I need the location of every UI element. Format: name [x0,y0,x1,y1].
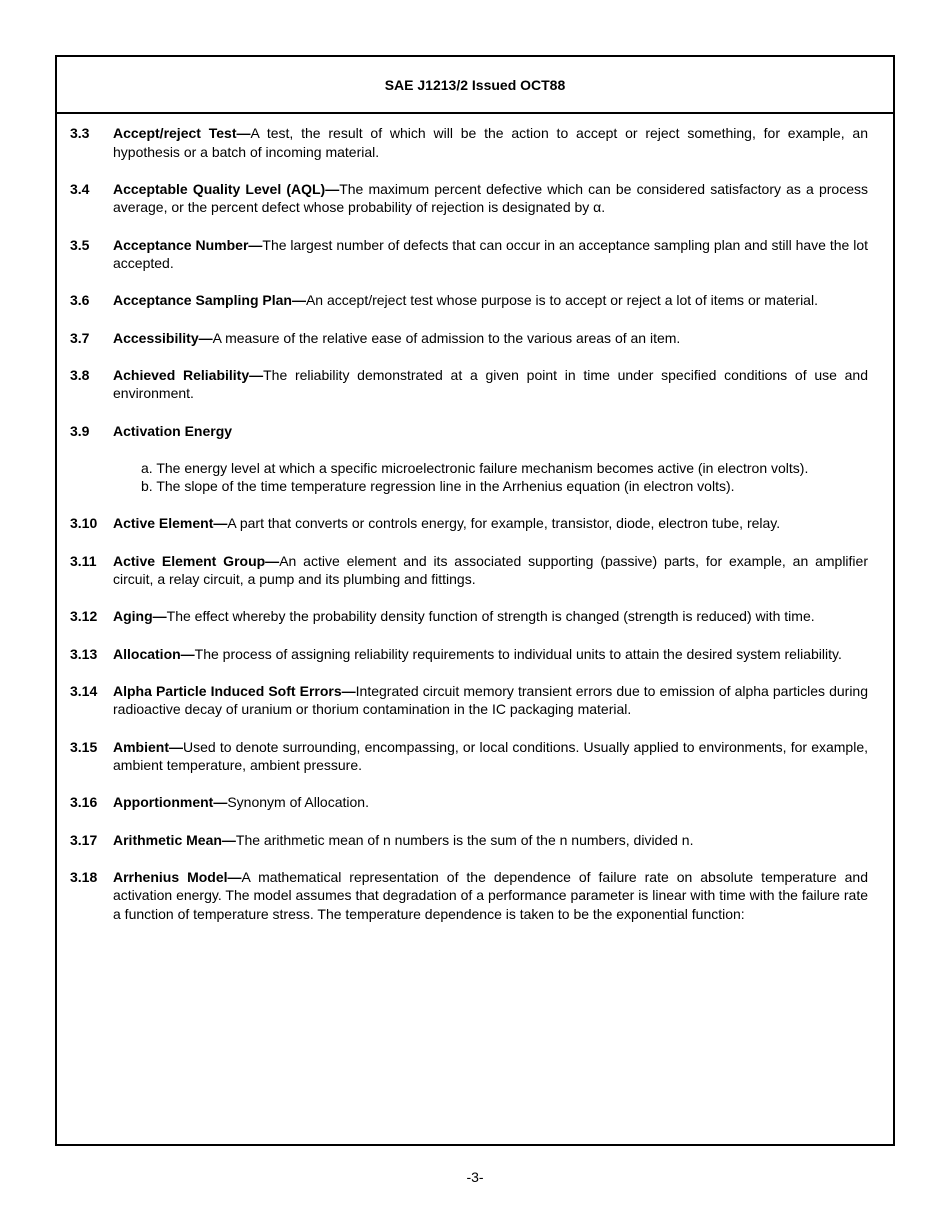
entry-definition: A mathematical representation of the dependence of failure rate on absolute temperature and activation energy. The model assumes that degradation of a performance parameter is linear with time with the failure rate a function of temperature stress. The temperature dependence is taken to be the exponential function: [113,868,868,922]
entry-term: Acceptable Quality Level (AQL)— [113,180,340,197]
entry-number: 3.13 [70,645,98,662]
entry-text [113,291,868,310]
definition-entry [70,329,868,348]
definition-entry [70,236,868,273]
entry-text [113,645,868,664]
definition-entry [70,607,868,626]
page-number: -3- [466,1169,484,1185]
entry-definition: A part that converts or controls energy, for example, transistor, diode, electron tube, relay. [227,515,781,532]
definition-entry [70,422,868,441]
entry-term: Acceptance Number— [113,236,263,253]
entry-definition: An accept/reject test whose purpose is to accept or reject a lot of items or material. [305,292,818,309]
entry-term: Arithmetic Mean— [113,831,236,848]
entry-number: 3.10 [70,515,98,532]
entry-term: Achieved Reliability— [113,366,264,383]
sublist-item: a. The energy level at which a specific microelectronic failure mechanism becomes active (in electron volts). [141,459,809,476]
entry-text [113,180,868,217]
entry-text [113,422,868,441]
entry-term: Aging— [113,608,167,625]
entry-number: 3.4 [70,180,90,197]
definition-entry [70,180,868,217]
entry-term: Active Element Group— [113,552,280,569]
entry-text [113,329,868,348]
document-header [57,57,893,114]
entry-term: Allocation— [113,645,195,662]
entry-number: 3.14 [70,682,98,699]
definition-entry [70,793,868,812]
entry-text [113,236,868,273]
definition-entry [70,514,868,533]
definition-entry [70,124,868,161]
entry-definition: Integrated circuit memory transient errors due to emission of alpha particles during radioactive decay of uranium or thorium contamination in the IC packaging material. [113,682,869,718]
entry-number: 3.3 [70,125,90,141]
entry-definition: The reliability demonstrated at a given point in time under specified conditions of use and environment. [113,366,868,402]
entry-term: Active Element— [113,515,228,532]
definition-entry [70,738,868,775]
entry-term: Acceptance Sampling Plan— [113,292,306,309]
entry-number: 3.12 [70,608,98,625]
entry-number: 3.18 [70,868,98,885]
entry-number: 3.11 [70,552,97,569]
definitions-list [70,124,868,942]
entry-term: Arrhenius Model— [113,868,242,885]
page-frame [55,55,895,1146]
entry-term: Apportionment— [113,794,228,811]
entry-number: 3.5 [70,236,90,253]
entry-number: 3.7 [70,329,90,346]
entry-text [113,552,868,589]
entry-text [113,793,868,812]
entry-term: Accept/reject Test— [113,125,251,141]
entry-text [113,831,868,850]
entry-definition: A measure of the relative ease of admission to the various areas of an item. [212,329,681,346]
entry-definition: The process of assigning reliability requirements to individual units to attain the desired system reliability. [194,645,842,662]
entry-definition: The largest number of defects that can occur in an acceptance sampling plan and still have the lot accepted. [113,236,868,272]
entry-number: 3.8 [70,366,90,383]
document-title: SAE J1213/2 Issued OCT88 [384,76,566,93]
definition-entry [70,366,868,403]
activation-energy-sublist [141,459,868,496]
entry-term: Accessibility— [113,329,213,346]
entry-number: 3.9 [70,422,90,439]
definition-entry [70,682,868,719]
entry-definition: Used to denote surrounding, encompassing, or local conditions. Usually applied to environments, for example, ambient temperature, ambient pressure. [113,738,868,774]
entry-definition: The maximum percent defective which can be considered satisfactory as a process average, or the percent defect whose probability of rejection is designated by α. [113,180,868,216]
definition-entry [70,552,868,589]
entry-term: Ambient— [113,738,183,755]
entry-text [113,366,868,403]
entry-definition: Synonym of Allocation. [227,794,369,811]
entry-definition: The effect whereby the probability density function of strength is changed (strength is reduced) with time. [166,608,815,625]
entry-text [113,682,868,719]
entry-number: 3.16 [70,794,98,811]
entry-number: 3.17 [70,831,98,848]
definition-entry [70,831,868,850]
entry-term: Alpha Particle Induced Soft Errors— [113,682,356,699]
entry-text [113,514,868,533]
entry-number: 3.6 [70,292,90,309]
sublist-item: b. The slope of the time temperature regression line in the Arrhenius equation (in electron volts). [141,478,735,495]
entry-text [113,868,868,924]
entry-text [113,124,868,161]
entry-number: 3.15 [70,738,98,755]
entry-text [113,738,868,775]
entry-text [113,607,868,626]
entry-definition: A test, the result of which will be the action to accept or reject something, for example, an hypothesis or a batch of incoming material. [113,125,868,160]
definition-entry [70,291,868,310]
definition-entry [70,868,868,924]
entry-term: Activation Energy [113,422,233,439]
entry-definition: An active element and its associated supporting (passive) parts, for example, an amplifier circuit, a relay circuit, a pump and its plumbing and fittings. [113,552,868,588]
definition-entry [70,645,868,664]
entry-definition: The arithmetic mean of n numbers is the sum of the n numbers, divided n. [235,831,694,848]
